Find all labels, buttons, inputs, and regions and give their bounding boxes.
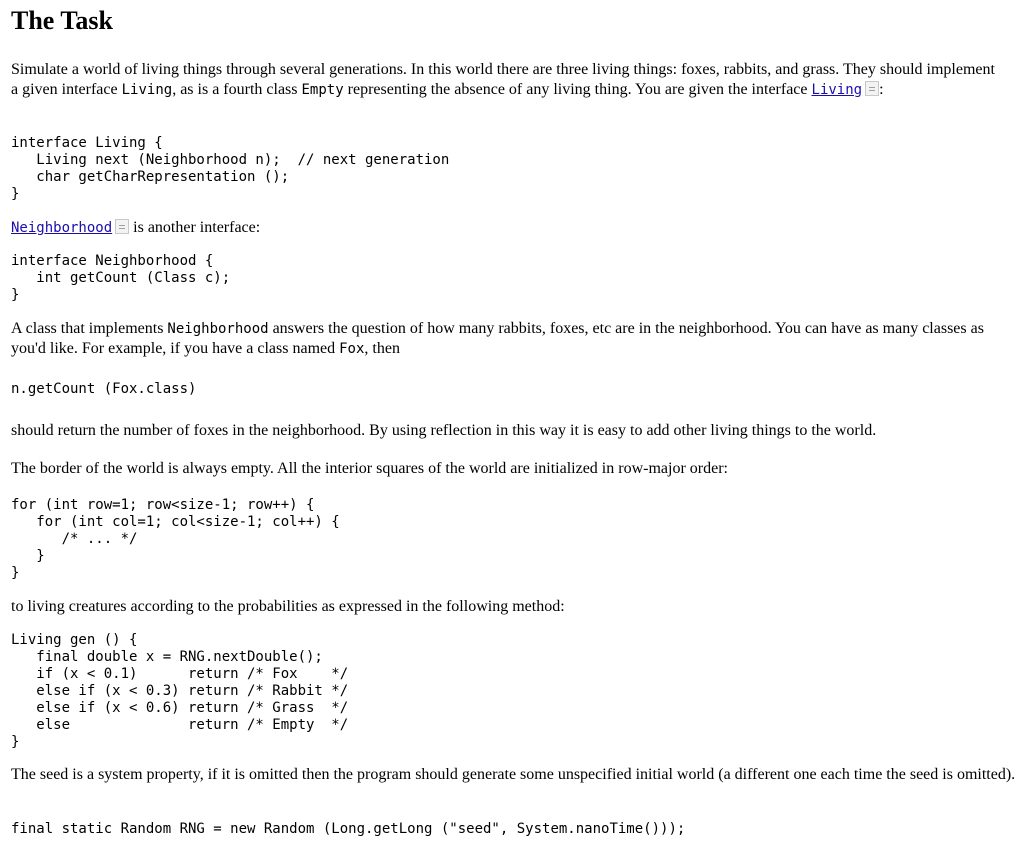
implements-text-1: A class that implements: [11, 320, 168, 337]
document-icon[interactable]: [115, 219, 129, 234]
code-neighborhood: Neighborhood: [167, 321, 269, 337]
neighborhood-paragraph: [11, 218, 260, 238]
intro-text-2: , as is a fourth class: [172, 81, 302, 98]
border-paragraph: The border of the world is always empty. All the interior squares of the world are initialized in row-major order:: [11, 460, 728, 477]
intro-colon: :: [879, 81, 884, 98]
seed-paragraph: The seed is a system property, if it is omitted then the program should generate some unspecified initial world (a different one each time the seed is omitted).: [11, 766, 1016, 783]
neighborhood-link[interactable]: Neighborhood: [11, 220, 113, 236]
implements-text-3: , then: [364, 340, 400, 357]
code-getcount: n.getCount (Fox.class): [11, 381, 197, 397]
code-empty: Empty: [301, 82, 344, 98]
intro-paragraph: [11, 60, 1001, 100]
document-page: [0, 0, 1024, 40]
neighborhood-text: is another interface:: [129, 219, 261, 236]
reflection-paragraph: should return the number of foxes in the neighborhood. By using reflection in this way it is easy to add other living things to the world.: [11, 422, 877, 439]
code-gen: Living gen () { final double x = RNG.nextDouble(); if (x < 0.1) return /* Fox */ else if (x < 0.3) return /* Rabbit */ else if (x < 0.6) return /* Grass */ else return /* Empty */ }: [11, 632, 349, 750]
intro-text-3: representing the absence of any living thing. You are given the interface: [343, 81, 812, 98]
code-fox: Fox: [339, 341, 365, 357]
code-living: Living: [121, 82, 173, 98]
implements-text-2: answers the question of how many rabbits, foxes, etc are in the neighborhood. You can have as many classes as you'd like. For example, if you have a class named: [11, 320, 984, 357]
page-title: The Task: [11, 6, 113, 35]
code-living-interface: interface Living { Living next (Neighborhood n); // next generation char getCharRepresentation (); }: [11, 135, 450, 202]
document-icon[interactable]: [865, 81, 879, 96]
implements-paragraph: [11, 319, 1001, 359]
code-rng: final static Random RNG = new Random (Long.getLong ("seed", System.nanoTime()));: [11, 821, 686, 837]
probabilities-paragraph: to living creatures according to the probabilities as expressed in the following method:: [11, 598, 565, 615]
living-link[interactable]: Living: [811, 82, 863, 98]
code-loop: for (int row=1; row<size-1; row++) { for (int col=1; col<size-1; col++) { /* ... */ } }: [11, 497, 340, 581]
intro-text-1: Simulate a world of living things through several generations. In this world there are three living things: foxes, rabbits, and grass. They should implement a given interface: [11, 61, 995, 98]
code-neighborhood-interface: interface Neighborhood { int getCount (Class c); }: [11, 253, 231, 303]
